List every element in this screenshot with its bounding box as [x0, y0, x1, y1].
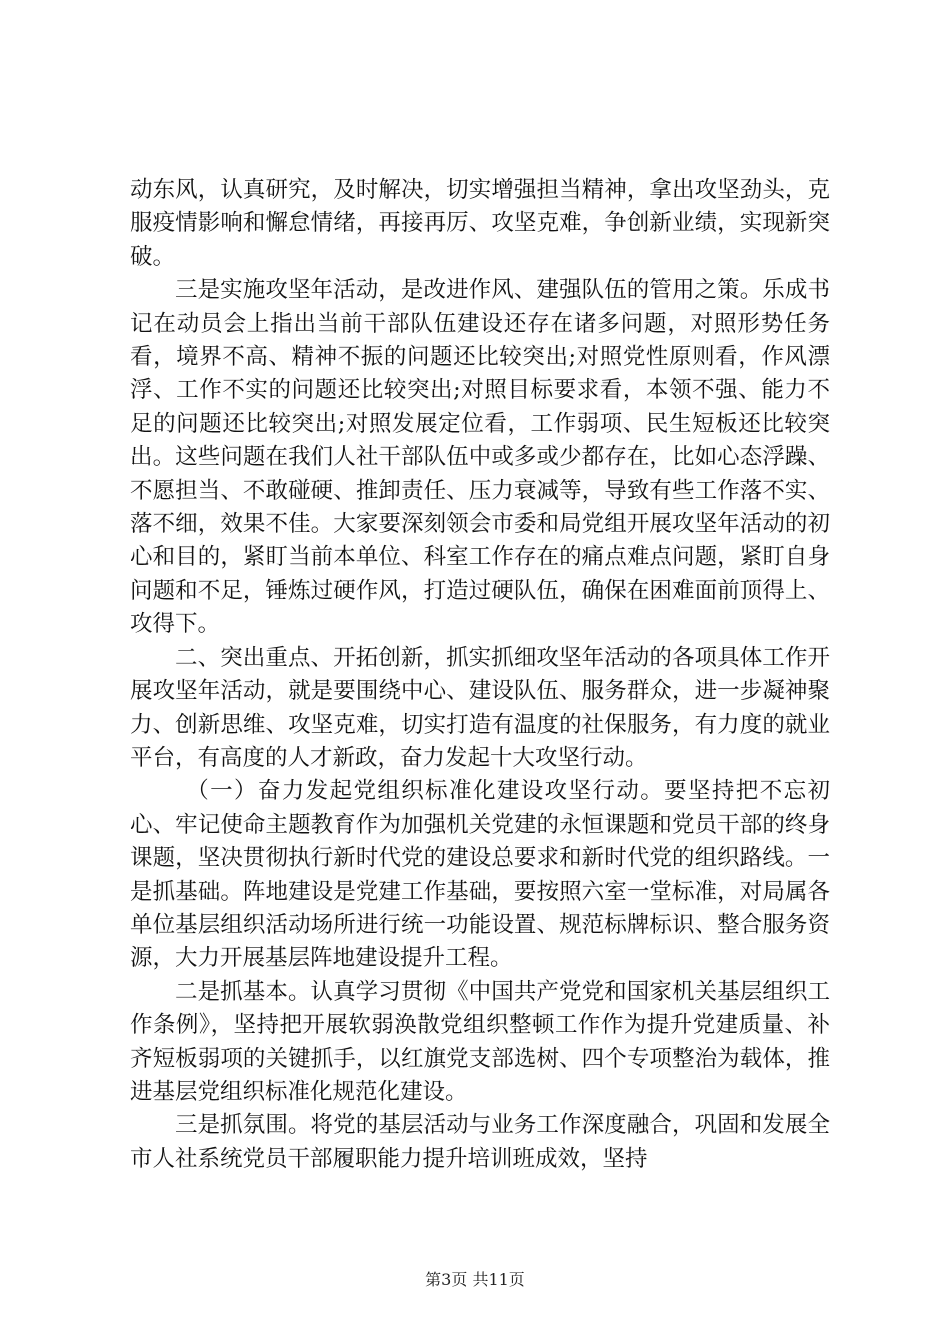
paragraph-grasp-atmosphere: 三是抓氛围。将党的基层活动与业务工作深度融合，巩固和发展全市人社系统党员干部履职能力提升培训班成效，坚持: [130, 1112, 830, 1172]
paragraph-section-two-heading: 二、突出重点、开拓创新，抓实抓细攻坚年活动的各项具体工作开展攻坚年活动，就是要围绕中心、建设队伍、服务群众，进一步凝神聚力、创新思维、攻坚克难，切实打造有温度的社保服务，有力度的就业平台，有高度的人才新政，奋力发起十大攻坚行动。: [130, 644, 830, 771]
paragraph-party-standardization: （一）奋力发起党组织标准化建设攻坚行动。要坚持把不忘初心、牢记使命主题教育作为加强机关党建的永恒课题和党员干部的终身课题，坚决贯彻执行新时代党的建设总要求和新时代党的组织路线。一是抓基础。阵地建设是党建工作基础，要按照六室一堂标准，对局属各单位基层组织活动场所进行统一功能设置、规范标牌标识、整合服务资源，大力开展基层阵地建设提升工程。: [130, 778, 830, 972]
paragraph-grasp-basics: 二是抓基本。认真学习贯彻《中国共产党党和国家机关基层组织工作条例》，坚持把开展软弱涣散党组织整顿工作作为提升党建质量、补齐短板弱项的关键抓手，以红旗党支部选树、四个专项整治为载体，推进基层党组织标准化规范化建设。: [130, 978, 830, 1105]
paragraph-continuation: 动东风，认真研究，及时解决，切实增强担当精神，拿出攻坚劲头，克服疫情影响和懈怠情绪，再接再厉、攻坚克难，争创新业绩，实现新突破。: [130, 177, 830, 270]
page-number-footer: 第3页 共11页: [425, 1270, 525, 1289]
paragraph-attack-year-style: 三是实施攻坚年活动，是改进作风、建强队伍的管用之策。乐成书记在动员会上指出当前干部队伍建设还存在诸多问题，对照形势任务看，境界不高、精神不振的问题还比较突出;对照党性原则看，作风漂浮、工作不实的问题还比较突出;对照目标要求看，本领不强、能力不足的问题还比较突出;对照发展定位看，工作弱项、民生短板还比较突出。这些问题在我们人社干部队伍中或多或少都存在，比如心态浮躁、不愿担当、不敢碰硬、推卸责任、压力衰减等，导致有些工作落不实、落不细，效果不佳。大家要深刻领会市委和局党组开展攻坚年活动的初心和目的，紧盯当前本单位、科室工作存在的痛点难点问题，紧盯自身问题和不足，锤炼过硬作风，打造过硬队伍，确保在困难面前顶得上、攻得下。: [130, 277, 830, 638]
document-body: [130, 174, 830, 1176]
